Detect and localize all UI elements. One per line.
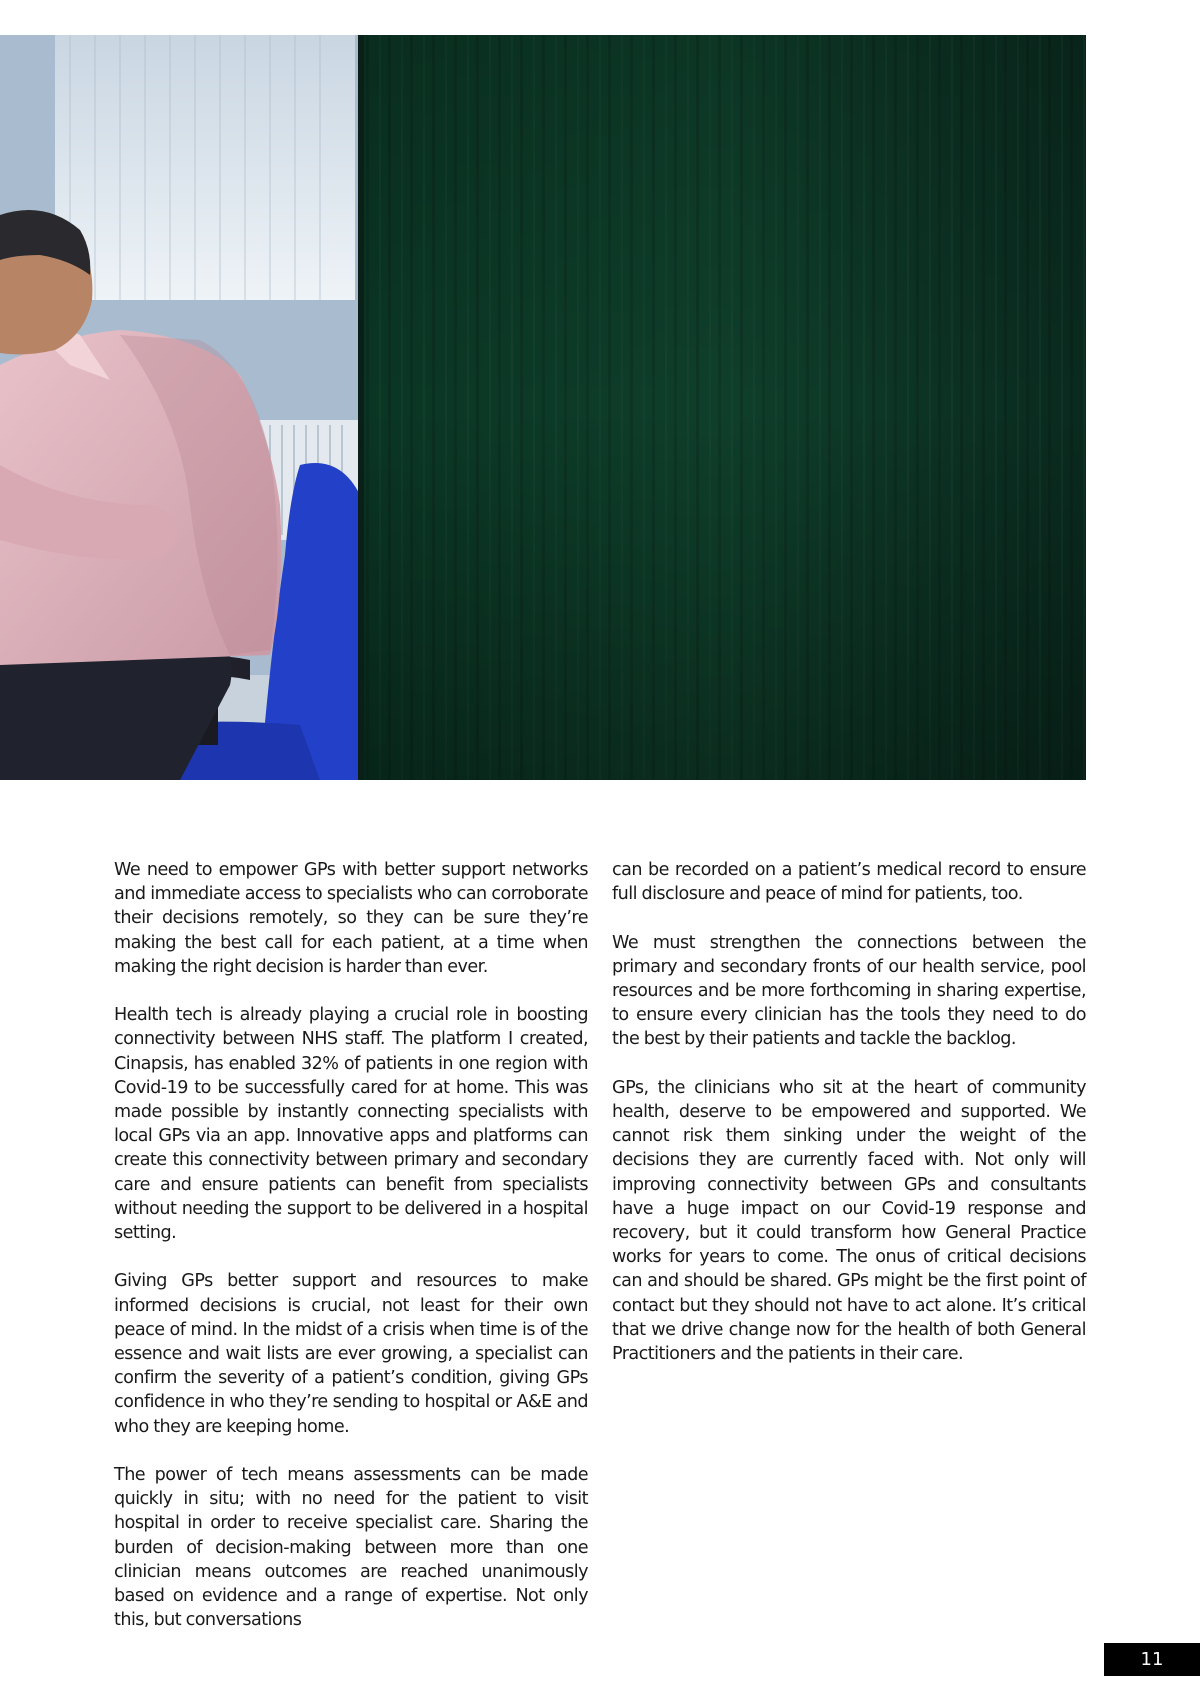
hero-photo bbox=[0, 35, 1086, 780]
article-column-right bbox=[612, 858, 1086, 1390]
paragraph: can be recorded on a patient’s medical record to ensure full disclosure and peace of mind for patients, too. bbox=[612, 860, 1086, 905]
paragraph: We must strengthen the connections between the primary and secondary fronts of our health service, pool resources and be more forthcoming in sharing expertise, to ensure every clinician has the tools they need to do the best by their patients and tackle the backlog. bbox=[612, 932, 1086, 1050]
article-column-left bbox=[114, 858, 588, 1657]
paragraph: GPs, the clinicians who sit at the heart of community health, deserve to be empowered and supported. We cannot risk them sinking under the weight of the decisions they are currently faced with. Not only will improving connectivity between GPs and consultants have a huge impact on our Covid-19 response and recovery, but it could transform how General Practice works for years to come. The onus of critical decisions can and should be shared. GPs might be the first point of contact but they should not have to act alone. It’s critical that we drive change now for the health of both General Practitioners and the patients in their care. bbox=[612, 1077, 1086, 1365]
paragraph: Giving GPs better support and resources to make informed decisions is crucial, not least for their own peace of mind. In the midst of a crisis when time is of the essence and wait lists are ever growing, a specialist can confirm the severity of a patient’s condition, giving GPs confidence in who they’re sending to hospital or A&E and who they are keeping home. bbox=[114, 1271, 588, 1437]
window bbox=[55, 35, 355, 300]
photo-illustration bbox=[0, 35, 1086, 780]
paragraph: The power of tech means assessments can be made quickly in situ; with no need for the patient to visit hospital in order to receive specialist care. Sharing the burden of decision-making between more than one clinician means outcomes are reached unanimously based on evidence and a range of expertise. Not only this, but conversations bbox=[114, 1465, 588, 1631]
paragraph: Health tech is already playing a crucial role in boosting connectivity between NHS staff. The platform I created, Cinapsis, has enabled 32% of patients in one region with Covid-19 to be successfully cared for at home. This was made possible by instantly connecting specialists with local GPs via an app. Innovative apps and platforms can create this connectivity between primary and secondary care and ensure patients can benefit from specialists without needing the support to be delivered in a hospital setting. bbox=[114, 1005, 588, 1244]
page-number: 11 bbox=[1104, 1643, 1200, 1676]
paragraph: We need to empower GPs with better support networks and immediate access to specialists who can corroborate their decisions remotely, so they can be sure they’re making the best call for each patient, at a time when making the right decision is harder than ever. bbox=[114, 860, 588, 977]
